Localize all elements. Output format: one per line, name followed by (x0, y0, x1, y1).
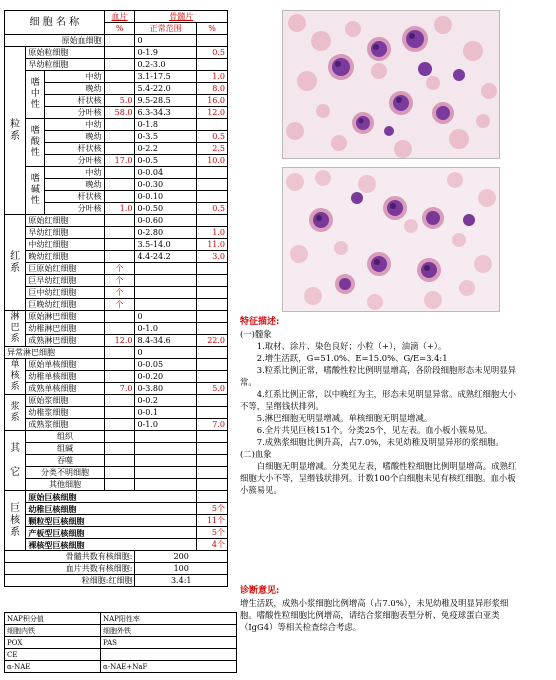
normal-range: 0-1.0 (135, 419, 197, 431)
blood-value (104, 419, 135, 431)
group-lymph: 淋 巴 系 (5, 311, 26, 347)
cell-name: 巨中幼红细胞 (26, 287, 104, 299)
table-row (5, 167, 228, 179)
table-row (5, 323, 228, 335)
marrow-value (197, 179, 228, 191)
group-plasma: 浆 系 (5, 395, 26, 431)
normal-range: 0-0.2 (135, 395, 197, 407)
cell-name: 晚幼 (45, 131, 104, 143)
cytochem-label: α-NAE (5, 661, 101, 673)
unit-ge: 个 (104, 299, 135, 311)
normal-range (135, 443, 197, 455)
table-row (5, 215, 228, 227)
ratio-value: 3.4:1 (135, 575, 228, 587)
cytochem-label: NAP积分值 (5, 613, 101, 625)
unit-ge: 个 (104, 287, 135, 299)
feature-item-4: 4.红系比例正常，以中晚红为主，形态未见明显异常。成熟红细胞大小不等，呈缗钱状排列。 (240, 389, 517, 411)
marrow-value: 8.0 (197, 83, 228, 95)
normal-range: 6.3-34.3 (135, 107, 197, 119)
blood-total-value: 100 (135, 563, 228, 575)
ratio-label: 粒细胞:红细胞 (5, 575, 135, 587)
cytochem-label: CE (5, 649, 101, 661)
blood-value (104, 407, 135, 419)
table-row (5, 551, 228, 563)
blood-value (104, 167, 135, 179)
marrow-value (197, 479, 228, 491)
feature-item-2: 2.增生活跃，G=51.0%、E=15.0%、G/E=3.4:1 (256, 353, 448, 363)
marrow-value (197, 371, 228, 383)
normal-range (135, 299, 197, 311)
header-pct: % (104, 23, 135, 35)
marrow-value: 3.0 (197, 251, 228, 263)
cytochem-label: α-NAE+NaF (101, 661, 237, 673)
table-row (5, 263, 228, 275)
table-row (5, 359, 228, 371)
cell-name: 杆状核 (45, 191, 104, 203)
feature-title: 特征描述: (240, 317, 280, 327)
cytochem-label (101, 649, 237, 661)
table-row (5, 503, 228, 515)
blood-value (104, 143, 135, 155)
normal-range: 4.4-24.2 (135, 251, 197, 263)
normal-range: 0-0.1 (135, 407, 197, 419)
marrow-value (197, 443, 228, 455)
blood-value: 7.0 (104, 383, 135, 395)
table-row (5, 47, 228, 59)
marrow-value (197, 299, 228, 311)
normal-range: 0-2.2 (135, 143, 197, 155)
normal-range (135, 287, 197, 299)
cell-name: 晚幼 (45, 83, 104, 95)
table-row (5, 71, 228, 83)
header-cell-name: 细 胞 名 称 (5, 11, 105, 35)
table-row (5, 419, 228, 431)
cell-name: 成熟单核细胞 (26, 383, 104, 395)
normal-range: 0-0.30 (135, 179, 197, 191)
table-row (5, 311, 228, 323)
cell-name: 组织 (26, 431, 104, 443)
marrow-value (197, 323, 228, 335)
blood-value (104, 479, 135, 491)
marrow-value: 0.5 (197, 203, 228, 215)
table-row (5, 661, 237, 673)
cell-name: 巨晚幼红细胞 (26, 299, 104, 311)
marrow-value: 4个 (197, 539, 228, 551)
marrow-heading: (一)髓象 (240, 329, 272, 339)
table-row (5, 299, 228, 311)
feature-description (240, 316, 522, 496)
table-row (5, 515, 228, 527)
feature-item-5: 5.淋巴细胞无明显增减。单核细胞无明显增减。 (256, 413, 433, 423)
marrow-value: 2.5 (197, 143, 228, 155)
marrow-value: 0.5 (197, 131, 228, 143)
cell-name: 组碱 (26, 443, 104, 455)
marrow-value (197, 467, 228, 479)
cell-name: 分类不明细胞 (26, 467, 104, 479)
marrow-value: 11.0 (197, 239, 228, 251)
marrow-value (197, 119, 228, 131)
marrow-value: 16.0 (197, 95, 228, 107)
micrograph-image (283, 11, 499, 158)
cell-name: 中幼 (45, 71, 104, 83)
group-neutrophil: 嗜 中 性 (26, 71, 45, 119)
table-row (5, 371, 228, 383)
cell-name: 原始淋巴细胞 (26, 311, 104, 323)
blood-value (104, 431, 135, 443)
marrow-value (197, 167, 228, 179)
normal-range: 8.4-34.6 (135, 335, 197, 347)
blood-heading: (二)血象 (240, 449, 272, 459)
blood-total-label: 血片共数有核细胞: (5, 563, 135, 575)
marrow-value: 5个 (197, 527, 228, 539)
normal-range: 0-2.80 (135, 227, 197, 239)
normal-range (135, 275, 197, 287)
normal-range: 5.4-22.0 (135, 83, 197, 95)
cell-name: 巨早幼红细胞 (26, 275, 104, 287)
cell-name: 原始单核细胞 (26, 359, 104, 371)
normal-range (135, 479, 197, 491)
cell-name: 产板型巨核细胞 (26, 527, 197, 539)
normal-range: 0-0.5 (135, 155, 197, 167)
cell-name: 杆状核 (45, 95, 104, 107)
normal-range (135, 455, 197, 467)
table-row (5, 443, 228, 455)
blood-value (104, 239, 135, 251)
normal-range (135, 467, 197, 479)
table-row (5, 467, 228, 479)
marrow-value (197, 491, 228, 503)
marrow-value: 5.0 (197, 383, 228, 395)
marrow-value (197, 455, 228, 467)
cell-name: 分叶核 (45, 203, 104, 215)
normal-range: 0-1.9 (135, 47, 197, 59)
cytochem-label: NAP阳性率 (101, 613, 237, 625)
table-row (5, 227, 228, 239)
table-row (5, 491, 228, 503)
header-blood: 血片 (104, 11, 135, 23)
cell-name: 中幼 (45, 119, 104, 131)
blood-value (104, 179, 135, 191)
unit-ge: 个 (104, 275, 135, 287)
cell-name: 分叶核 (45, 155, 104, 167)
marrow-value (197, 275, 228, 287)
blood-value: 17.0 (104, 155, 135, 167)
normal-range: 0-0.05 (135, 359, 197, 371)
table-row (5, 383, 228, 395)
cut-off-header-line (0, 0, 556, 6)
table-row (5, 613, 237, 625)
group-mono: 单 核 系 (5, 359, 26, 395)
group-mega: 巨 核 系 (5, 491, 26, 551)
cell-name: 成熟浆细胞 (26, 419, 104, 431)
blood-value (104, 323, 135, 335)
normal-range: 0 (135, 35, 197, 47)
table-row (5, 395, 228, 407)
normal-range: 0 (135, 347, 197, 359)
header-marrow: 骨髓片 (135, 11, 228, 23)
cytochem-label: 细胞外铁 (101, 625, 237, 637)
cell-name: 晚幼 (45, 179, 104, 191)
table-row (5, 575, 228, 587)
marrow-value (197, 347, 228, 359)
micrograph-marrow-2 (282, 167, 500, 312)
marrow-value: 12.0 (197, 107, 228, 119)
blood-value (104, 311, 135, 323)
cell-name: 原始粒细胞 (26, 47, 104, 59)
normal-range: 0-3.5 (135, 131, 197, 143)
table-row (5, 35, 228, 47)
normal-range: 0-3.80 (135, 383, 197, 395)
marrow-value: 5个 (197, 503, 228, 515)
table-row (5, 539, 228, 551)
normal-range: 0-0.10 (135, 191, 197, 203)
blood-value: 5.0 (104, 95, 135, 107)
table-row (5, 347, 228, 359)
table-row (5, 275, 228, 287)
cell-name: 其他细胞 (26, 479, 104, 491)
normal-range (135, 431, 197, 443)
table-row (5, 251, 228, 263)
feature-item-8: 白细胞无明显增减。分类见左表，嗜酸性粒细胞比例明显增高。成熟红细胞大小不等，呈缗钱状排列。计数100个白细胞未见有核红细胞。血小板小簇易见。 (240, 461, 517, 495)
marrow-total-label: 骨髓共数有核细胞: (5, 551, 135, 563)
normal-range: 9.5-28.5 (135, 95, 197, 107)
cell-name: 裸核型巨核细胞 (26, 539, 197, 551)
cell-name: 晚幼红细胞 (26, 251, 104, 263)
marrow-value (197, 407, 228, 419)
marrow-value (197, 311, 228, 323)
group-granulocyte: 粒 系 (5, 47, 26, 215)
blood-value (104, 455, 135, 467)
blood-value (104, 47, 135, 59)
marrow-value (197, 395, 228, 407)
cell-name: 早幼粒细胞 (26, 59, 104, 71)
blood-value: 58.0 (104, 107, 135, 119)
table-row (5, 527, 228, 539)
blood-value (104, 467, 135, 479)
marrow-value: 0.5 (197, 47, 228, 59)
table-row (5, 407, 228, 419)
blood-value (104, 59, 135, 71)
table-row (5, 335, 228, 347)
feature-item-7: 7.成熟浆细胞比例升高，占7.0%，未见幼稚及明显异形的浆细胞。 (256, 437, 504, 447)
blood-value (104, 251, 135, 263)
micrograph-marrow-1 (282, 10, 500, 159)
cell-name: 分叶核 (45, 107, 104, 119)
table-row (5, 625, 237, 637)
cell-name: 幼稚浆细胞 (26, 407, 104, 419)
normal-range: 0-0.20 (135, 371, 197, 383)
table-row (5, 637, 237, 649)
group-eosinophil: 嗜 酸 性 (26, 119, 45, 167)
marrow-value: 22.0 (197, 335, 228, 347)
cytochem-table (4, 612, 237, 673)
marrow-value (197, 359, 228, 371)
cell-name: 幼稚巨核细胞 (26, 503, 197, 515)
marrow-value: 1.0 (197, 71, 228, 83)
blood-value (104, 347, 135, 359)
blood-value (104, 371, 135, 383)
cell-name: 原始血细胞 (5, 35, 105, 47)
table-row (5, 479, 228, 491)
blood-value (104, 71, 135, 83)
normal-range (135, 263, 197, 275)
blood-value (104, 395, 135, 407)
cell-name: 杆状核 (45, 143, 104, 155)
header-pct2: % (197, 23, 228, 35)
feature-item-1: 1.取材、涂片、染色良好；小粒（+），油滴（+）。 (256, 341, 447, 351)
cell-name: 成熟淋巴细胞 (26, 335, 104, 347)
cell-name: 早幼红细胞 (26, 227, 104, 239)
cell-name: 幼稚单核细胞 (26, 371, 104, 383)
blood-value (104, 215, 135, 227)
marrow-value (197, 59, 228, 71)
table-row (5, 649, 237, 661)
normal-range: 0-0.60 (135, 215, 197, 227)
normal-range: 0-1.0 (135, 323, 197, 335)
blood-value (104, 35, 135, 47)
marrow-value (197, 263, 228, 275)
marrow-value (197, 431, 228, 443)
cytochem-label: PAS (101, 637, 237, 649)
cell-name: 原始巨核细胞 (26, 491, 197, 503)
marrow-value (197, 191, 228, 203)
marrow-value: 11个 (197, 515, 228, 527)
diagnosis-text: 增生活跃，成熟小浆细胞比例增高（占7.0%），未见幼稚及明显异形浆细胞。嗜酸性粒细胞比例增高，请结合浆细胞表型分析、免疫球蛋白亚类（IgG4）等相关检查综合考虑。 (240, 598, 509, 632)
cell-name: 原始浆细胞 (26, 395, 104, 407)
cell-count-table (4, 10, 228, 587)
table-row (5, 119, 228, 131)
marrow-total-value: 200 (135, 551, 228, 563)
cell-name: 中幼红细胞 (26, 239, 104, 251)
marrow-value: 1.0 (197, 227, 228, 239)
normal-range: 0-1.8 (135, 119, 197, 131)
table-row (5, 455, 228, 467)
blood-value (104, 227, 135, 239)
group-basophil: 嗜 碱 性 (26, 167, 45, 215)
marrow-value (197, 215, 228, 227)
feature-item-6: 6.全片共见巨核151个。分类25个，见左表。血小板小簇易见。 (256, 425, 493, 435)
normal-range: 0-0.50 (135, 203, 197, 215)
table-row (5, 431, 228, 443)
diagnosis-title: 诊断意见: (240, 586, 280, 596)
unit-ge: 个 (104, 263, 135, 275)
blood-value: 1.0 (104, 203, 135, 215)
micrograph-image (283, 168, 499, 311)
cut-off-footer-line (0, 676, 556, 680)
cell-name: 吞噬 (26, 455, 104, 467)
feature-item-3: 3.粒系比例正常，嗜酸性粒比例明显增高，各阶段细胞形态未见明显异常。 (240, 365, 517, 387)
table-row (5, 239, 228, 251)
group-erythroid: 红 系 (5, 215, 26, 311)
table-row (5, 59, 228, 71)
diagnosis (240, 585, 522, 633)
blood-value (104, 359, 135, 371)
group-other: 其 它 (5, 431, 26, 491)
cytochem-label: POX (5, 637, 101, 649)
marrow-value: 10.0 (197, 155, 228, 167)
cell-name: 颗粒型巨核细胞 (26, 515, 197, 527)
table-row (5, 563, 228, 575)
cell-name: 异常淋巴细胞 (5, 347, 105, 359)
normal-range: 3.1-17.5 (135, 71, 197, 83)
cell-name: 巨原始红细胞 (26, 263, 104, 275)
blood-value (104, 443, 135, 455)
cell-name: 原始红细胞 (26, 215, 104, 227)
normal-range: 0 (135, 311, 197, 323)
normal-range: 0-0.04 (135, 167, 197, 179)
blood-value (104, 119, 135, 131)
normal-range: 0.2-3.0 (135, 59, 197, 71)
blood-value (104, 131, 135, 143)
table-row (5, 287, 228, 299)
marrow-value (197, 35, 228, 47)
blood-value (104, 83, 135, 95)
cell-name: 幼稚淋巴细胞 (26, 323, 104, 335)
blood-value: 12.0 (104, 335, 135, 347)
blood-value (104, 191, 135, 203)
cytochem-label: 细胞内铁 (5, 625, 101, 637)
cell-name: 中幼 (45, 167, 104, 179)
marrow-value (197, 287, 228, 299)
header-normal: 正常范围 (135, 23, 197, 35)
normal-range: 3.5-14.0 (135, 239, 197, 251)
marrow-value: 7.0 (197, 419, 228, 431)
